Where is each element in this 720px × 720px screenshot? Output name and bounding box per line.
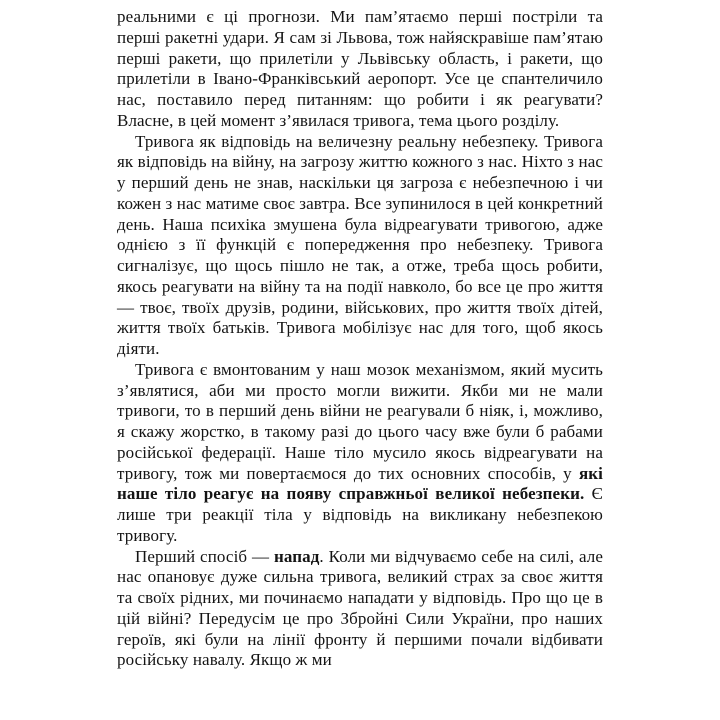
bold-text-run: напад <box>273 546 320 566</box>
text-run: . Коли ми відчуваємо себе на силі, але нас опановує дуже сильна тривога, великий страх за своє життя та своїх рідних, ми починаємо нападати у відповідь. Про що це в цій війні? Передусім це про Збройні Сили України, про наших героїв, які були на лінії фронту й першими почали відбивати російську навалу. Якщо ж ми <box>117 546 603 670</box>
bold-text-run: які наше тіло реагує на появу справжньої великої небезпеки. <box>117 463 603 504</box>
text-run: Перший спосіб — <box>135 546 274 566</box>
paragraph <box>117 547 603 672</box>
text-run: Тривога як відповідь на величезну реальну небезпеку. Тривога як відповідь на війну, на загрозу життю кожного з нас. Ніхто з нас у перший день не знав, наскільки ця загроза є небезпечною і чи кожен з нас матиме своє завтра. Все зупинилося в цей конкретний день. Наша психіка змушена була відреагувати тривогою, адже однією з її функцій є попередження про небезпеку. Тривога сигналізує, що щось пішло не так, а отже, треба щось робити, якось реагувати на війну та на події навколо, бо все це про життя — твоє, твоїх друзів, родини, військових, про життя твоїх дітей, життя твоїх батьків. Тривога мобілізує нас для того, щоб якось діяти. <box>117 131 603 358</box>
paragraph <box>117 7 603 132</box>
paragraph <box>117 360 603 547</box>
paragraph <box>117 132 603 360</box>
text-run: реальними є ці прогнози. Ми пам’ятаємо перші постріли та перші ракетні удари. Я сам зі Львова, тож найяскравіше пам’ятаю перші ракети, що прилетіли у Львівську область, і ракети, що прилетіли в Івано-Франківський аеропорт. Усе це спантеличило нас, поставило перед питанням: що робити і як реагувати? Власне, в цей момент з’явилася тривога, тема цього розділу. <box>117 7 603 130</box>
text-run: Є лише три реакції тіла у відповідь на викликану небезпекою тривогу. <box>117 484 603 545</box>
text-run: Тривога є вмонтованим у наш мозок механізмом, який мусить з’являтися, аби ми просто могли вижити. Якби ми не мали тривоги, то в перший день війни не реагували б ніяк, і, можливо, я скажу жорстко, в такому разі до цього часу вже були б рабами російської федерації. Наше тіло мусило якось відреагувати на тривогу, тож ми повертаємося до тих основних способів, у <box>117 359 603 483</box>
page-text <box>117 7 603 671</box>
